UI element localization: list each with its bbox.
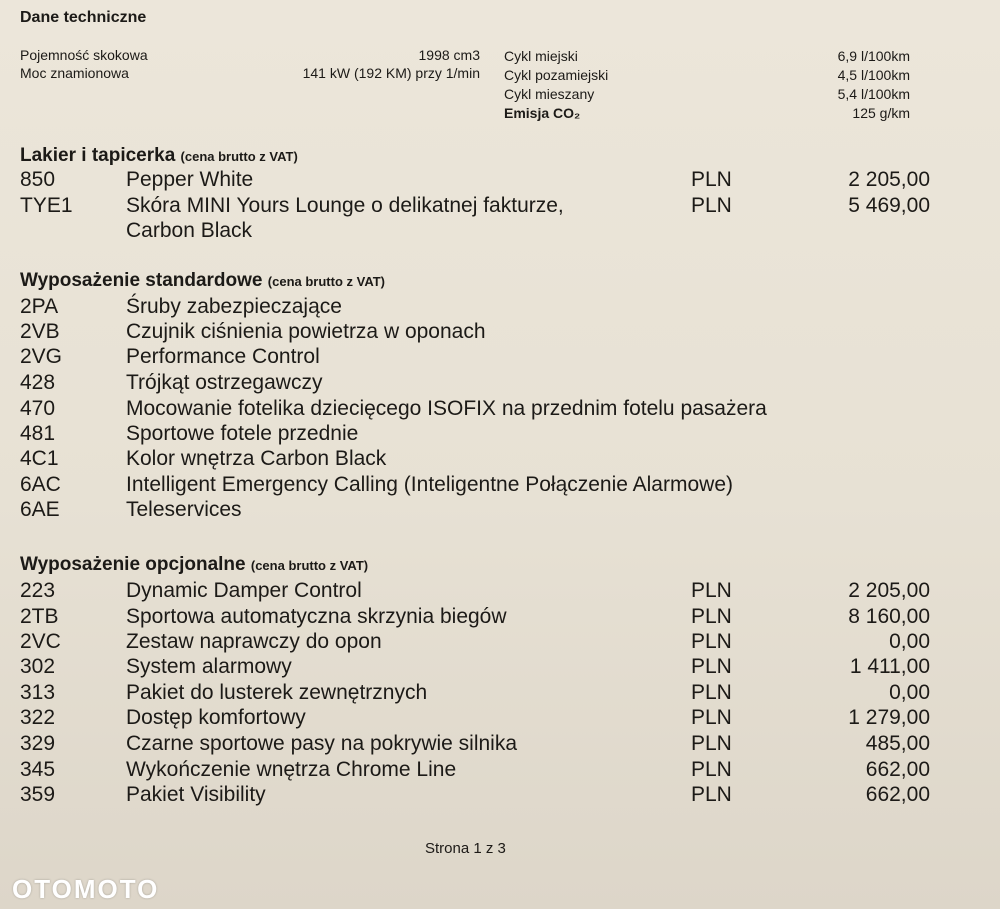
item-price: 8 160,00 [848,605,930,628]
section-title: Wyposażenie standardowe [20,270,263,291]
item-code: 313 [20,681,56,704]
table-row [0,654,1000,679]
item-name: System alarmowy [126,655,292,678]
item-name-continued: Carbon Black [126,219,253,242]
item-code: TYE1 [20,194,73,217]
section-note: (cena brutto z VAT) [267,274,386,289]
table-row [0,294,1000,319]
table-row [0,193,1000,218]
item-name: Zestaw naprawczy do opon [126,630,382,653]
spec-label: Moc znamionowa [20,65,129,81]
item-name: Dostęp komfortowy [126,706,306,729]
item-code: 329 [20,732,56,755]
spec-value: 1998 cm3 [418,47,480,63]
item-currency: PLN [691,732,732,755]
item-name: Kolor wnętrza Carbon Black [126,447,387,470]
item-name: Pepper White [126,168,254,191]
item-currency: PLN [691,605,732,628]
item-currency: PLN [691,630,732,653]
item-code: 2VC [20,630,61,653]
item-price: 662,00 [865,783,930,806]
table-row [0,344,1000,369]
table-row [0,680,1000,705]
item-code: 322 [20,706,56,729]
technical-data-heading: Dane techniczne [20,9,147,26]
item-price: 1 411,00 [849,655,930,678]
item-price: 0,00 [889,681,930,704]
spec-value: 4,5 l/100km [837,67,910,83]
item-currency: PLN [691,681,732,704]
item-currency: PLN [691,706,732,729]
item-name: Skóra MINI Yours Lounge o delikatnej fakturze, [126,194,564,217]
item-name: Czujnik ciśnienia powietrza w oponach [126,320,486,343]
item-code: 850 [20,168,56,191]
item-price: 662,00 [865,758,930,781]
table-row [0,396,1000,421]
item-currency: PLN [691,758,732,781]
table-row [0,705,1000,730]
item-name: Dynamic Damper Control [126,579,362,602]
item-code: 359 [20,783,56,806]
item-code: 302 [20,655,56,678]
table-row [0,782,1000,807]
spec-value: 141 kW (192 KM) przy 1/min [302,65,480,81]
table-row [0,757,1000,782]
item-code: 2VB [20,320,60,343]
page-number: Strona 1 z 3 [425,840,506,857]
item-currency: PLN [691,655,732,678]
spec-value: 125 g/km [852,105,910,121]
item-code: 481 [20,422,56,445]
table-row [0,446,1000,471]
paint-section-heading [20,145,298,167]
item-price: 1 279,00 [848,706,930,729]
item-code: 2TB [20,605,59,628]
item-name: Performance Control [126,345,320,368]
table-row [0,167,1000,192]
item-code: 345 [20,758,56,781]
item-code: 428 [20,371,56,394]
table-row [0,421,1000,446]
item-currency: PLN [691,194,732,217]
section-title: Wyposażenie opcjonalne [20,554,246,575]
otomoto-logo: OTOMOTO [12,874,160,904]
item-name: Pakiet do lusterek zewnętrznych [126,681,428,704]
table-row [0,319,1000,344]
item-price: 2 205,00 [848,168,930,191]
item-name: Trójkąt ostrzegawczy [126,371,323,394]
standard-section-heading [20,270,385,292]
table-row [0,629,1000,654]
item-currency: PLN [691,579,732,602]
item-name: Sportowe fotele przednie [126,422,359,445]
spec-value: 6,9 l/100km [837,48,910,64]
item-currency: PLN [691,783,732,806]
item-name: Czarne sportowe pasy na pokrywie silnika [126,732,518,755]
table-row [0,497,1000,522]
item-name: Mocowanie fotelika dziecięcego ISOFIX na przednim fotelu pasażera [126,397,767,420]
table-row [0,578,1000,603]
item-name: Śruby zabezpieczające [126,295,342,318]
section-title: Lakier i tapicerka [20,145,176,166]
item-price: 5 469,00 [848,194,930,217]
item-name: Pakiet Visibility [126,783,266,806]
spec-label: Cykl miejski [504,48,578,64]
item-price: 485,00 [865,732,930,755]
item-code: 6AC [20,473,61,496]
table-row [0,731,1000,756]
section-note: (cena brutto z VAT) [180,149,298,164]
optional-section-heading [20,554,368,576]
item-currency: PLN [691,168,732,191]
spec-label: Pojemność skokowa [20,47,148,63]
table-row [0,604,1000,629]
table-row-continuation [0,218,1000,243]
item-name: Wykończenie wnętrza Chrome Line [126,758,457,781]
item-code: 470 [20,397,56,420]
table-row [0,370,1000,395]
table-row [0,472,1000,497]
item-price: 0,00 [889,630,930,653]
spec-value: 5,4 l/100km [837,86,910,102]
item-code: 223 [20,579,56,602]
item-name: Sportowa automatyczna skrzynia biegów [126,605,507,628]
spec-label: Cykl mieszany [504,86,595,102]
item-name: Teleservices [126,498,242,521]
item-code: 2PA [20,295,59,318]
item-price: 2 205,00 [848,579,930,602]
item-code: 6AE [20,498,60,521]
item-code: 4C1 [20,447,59,470]
section-note: (cena brutto z VAT) [250,558,369,573]
spec-label: Emisja CO₂ [504,105,581,121]
item-name: Intelligent Emergency Calling (Inteligentne Połączenie Alarmowe) [126,473,733,496]
spec-label: Cykl pozamiejski [504,67,609,83]
item-code: 2VG [20,345,63,368]
